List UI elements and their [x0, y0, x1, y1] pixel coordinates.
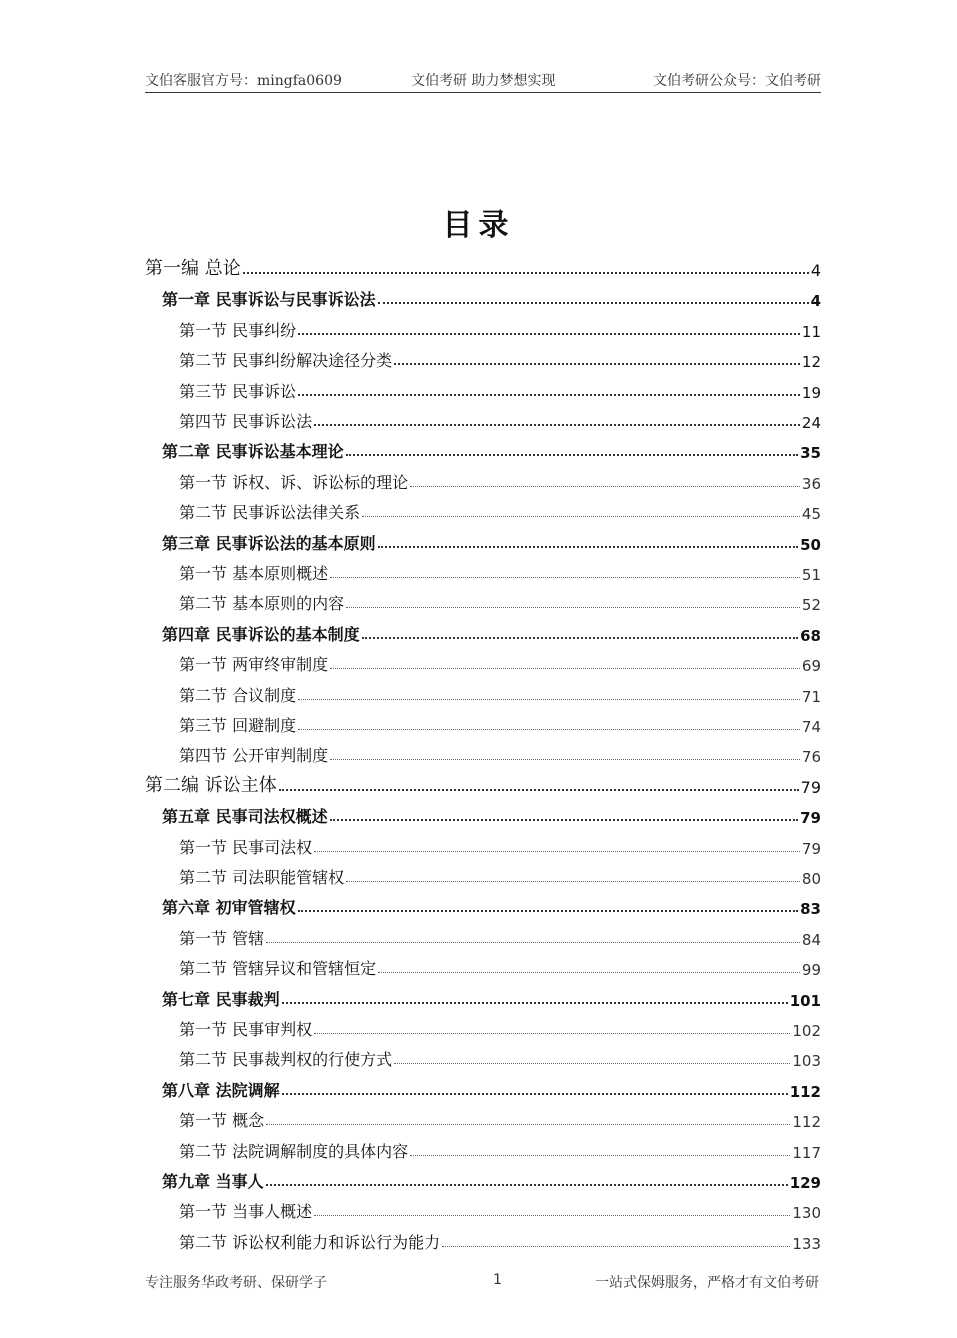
page-header: [145, 68, 821, 93]
toc-entry-level-3[interactable]: [179, 1101, 821, 1131]
toc-entry-level-2[interactable]: [162, 280, 821, 310]
toc-entry-level-3[interactable]: [179, 645, 821, 675]
toc-entry-title: 第一节 基本原则概述: [179, 564, 329, 583]
toc-entry-title: 第三节 回避制度: [179, 716, 297, 735]
toc-entry-page: 101: [789, 991, 821, 1010]
dot-leader: [266, 941, 800, 943]
toc-entry-title: 第一编 总论: [145, 258, 241, 279]
toc-entry-level-3[interactable]: [179, 341, 821, 371]
toc-entry-title: 第二节 管辖异议和管辖恒定: [179, 959, 377, 979]
toc-entry-title: 第二节 法院调解制度的具体内容: [179, 1141, 409, 1161]
toc-entry-page: 4: [810, 292, 821, 311]
dot-leader: [243, 271, 809, 274]
toc-entry-level-3[interactable]: [179, 463, 821, 493]
dot-leader: [346, 453, 799, 456]
toc-entry-page: 102: [792, 1022, 821, 1040]
dot-leader: [298, 909, 799, 912]
header-left-text: 文伯客服官方号：mingfa0609: [145, 73, 342, 89]
toc-entry-title: 第一节 两审终审制度: [179, 655, 329, 675]
toc-entry-level-2[interactable]: [162, 980, 821, 1010]
dot-leader: [410, 1154, 790, 1156]
dot-leader: [346, 606, 800, 608]
toc-entry-level-3[interactable]: [179, 402, 821, 432]
toc-entry-page: 112: [789, 1082, 821, 1101]
toc-entry-level-1[interactable]: [145, 767, 821, 797]
toc-entry-page: 68: [800, 626, 821, 645]
page-footer: [145, 1272, 821, 1294]
toc-entry-page: 103: [792, 1052, 821, 1071]
toc-entry-page: 79: [800, 809, 821, 828]
toc-entry-level-3[interactable]: [179, 919, 821, 949]
dot-leader: [330, 758, 800, 760]
toc-entry-page: 133: [792, 1234, 821, 1253]
toc-entry-title: 第一节 管辖: [179, 928, 265, 948]
header-center-text: 文伯考研 助力梦想实现: [411, 73, 556, 89]
toc-entry-title: 第二节 合议制度: [179, 685, 297, 705]
toc-entry-page: 112: [792, 1113, 821, 1132]
toc-entry-page: 79: [801, 839, 821, 858]
toc-entry-page: 11: [801, 322, 821, 341]
toc-entry-title: 第一节 民事审判权: [179, 1020, 313, 1039]
toc-entry-title: 第二节 民事裁判权的行使方式: [179, 1050, 393, 1070]
toc-entry-page: 19: [801, 383, 821, 402]
toc-entry-level-2[interactable]: [162, 615, 821, 645]
dot-leader: [314, 850, 800, 852]
toc-entry-title: 第二节 司法职能管辖权: [179, 868, 345, 887]
toc-entry-page: 117: [792, 1143, 821, 1162]
toc-entry-title: 第二节 民事诉讼法律关系: [179, 503, 361, 523]
dot-leader: [314, 1214, 790, 1216]
toc-entry-level-3[interactable]: [179, 372, 821, 402]
dot-leader: [266, 1123, 790, 1125]
dot-leader: [410, 485, 800, 487]
toc-entry-title: 第三章 民事诉讼法的基本原则: [162, 533, 376, 553]
dot-leader: [298, 393, 800, 396]
dot-leader: [282, 1001, 788, 1004]
footer-page-number: 1: [493, 1272, 502, 1288]
toc-entry-page: 50: [800, 535, 821, 554]
toc-entry-title: 第八章 法院调解: [162, 1080, 280, 1100]
dot-leader: [282, 1092, 788, 1095]
footer-right-text: 一站式保姆服务，严格才有文伯考研: [595, 1275, 819, 1291]
toc-entry-title: 第一节 当事人概述: [179, 1202, 313, 1222]
toc-entry-level-2[interactable]: [162, 1071, 821, 1101]
toc-entry-title: 第四节 民事诉讼法: [179, 412, 313, 431]
toc-entry-page: 45: [801, 505, 821, 524]
dot-leader: [442, 1245, 790, 1247]
dot-leader: [314, 423, 800, 426]
toc-entry-page: 80: [801, 870, 821, 888]
toc-entry-page: 74: [801, 718, 821, 736]
toc-entry-title: 第七章 民事裁判: [162, 989, 280, 1009]
toc-entry-level-3[interactable]: [179, 736, 821, 766]
toc-entry-title: 第二节 基本原则的内容: [179, 594, 345, 614]
toc-entry-level-3[interactable]: [179, 584, 821, 614]
toc-entry-page: 36: [801, 474, 821, 493]
toc-entry-title: 第九章 当事人: [162, 1172, 264, 1191]
toc-entry-level-2[interactable]: [162, 797, 821, 827]
dot-leader: [314, 1032, 790, 1034]
toc-entry-title: 第二编 诉讼主体: [145, 774, 277, 796]
dot-leader: [362, 515, 800, 517]
dot-leader: [330, 576, 800, 578]
toc-entry-level-3[interactable]: [179, 676, 821, 706]
dot-leader: [298, 728, 800, 730]
dot-leader: [330, 667, 800, 669]
toc-entry-level-3[interactable]: [179, 493, 821, 523]
dot-leader: [378, 971, 800, 973]
toc-entry-page: 4: [810, 261, 821, 280]
toc-entry-level-3[interactable]: [179, 858, 821, 888]
toc-entry-page: 76: [801, 748, 821, 767]
toc-entry-page: 84: [801, 930, 821, 949]
toc-entry-title: 第四章 民事诉讼的基本制度: [162, 624, 360, 644]
toc-entry-title: 第三节 民事诉讼: [179, 381, 297, 401]
toc-entry-level-3[interactable]: [179, 706, 821, 736]
toc-entry-level-3[interactable]: [179, 1192, 821, 1222]
dot-leader: [346, 880, 800, 882]
toc-entry-title: 第五章 民事司法权概述: [162, 807, 328, 827]
toc-entry-page: 99: [801, 961, 821, 980]
toc-entry-page: 130: [792, 1204, 821, 1223]
toc-entry-page: 83: [800, 900, 821, 919]
toc-entry-level-2[interactable]: [162, 432, 821, 462]
toc-entry-level-2[interactable]: [162, 524, 821, 554]
toc-entry-page: 35: [800, 444, 821, 463]
footer-left-text: 专注服务华政考研、保研学子: [145, 1275, 327, 1291]
toc-entry-level-3[interactable]: [179, 1223, 821, 1253]
toc-entry-level-3[interactable]: [179, 554, 821, 584]
toc-entry-level-3[interactable]: [179, 311, 821, 341]
toc-entry-title: 第一节 民事纠纷: [179, 320, 297, 340]
toc-entry-page: 12: [801, 353, 821, 372]
toc-entry-title: 第一节 民事司法权: [179, 837, 313, 857]
dot-leader: [362, 636, 799, 639]
toc-entry-title: 第一节 概念: [179, 1111, 265, 1131]
toc-entry-page: 52: [801, 596, 821, 615]
toc-entry-page: 51: [801, 566, 821, 584]
dot-leader: [330, 818, 799, 821]
header-right-text: 文伯考研公众号：文伯考研: [653, 73, 821, 89]
toc-entry-page: 24: [801, 414, 821, 432]
toc-entry-level-1[interactable]: [145, 250, 821, 280]
toc-entry-level-3[interactable]: [179, 1040, 821, 1070]
dot-leader: [279, 788, 799, 791]
toc-entry-title: 第六章 初审管辖权: [162, 898, 296, 918]
dot-leader: [378, 545, 799, 548]
toc-entry-title: 第二节 诉讼权利能力和诉讼行为能力: [179, 1232, 441, 1252]
dot-leader: [394, 362, 800, 365]
toc-entry-level-3[interactable]: [179, 949, 821, 979]
toc-entry-level-2[interactable]: [162, 888, 821, 918]
toc-entry-level-3[interactable]: [179, 1132, 821, 1162]
dot-leader: [378, 301, 809, 304]
toc-entry-page: 71: [801, 687, 821, 706]
toc-entry-level-3[interactable]: [179, 1010, 821, 1040]
toc-entry-level-3[interactable]: [179, 828, 821, 858]
dot-leader: [298, 332, 800, 335]
toc-entry-title: 第二章 民事诉讼基本理论: [162, 442, 344, 462]
dot-leader: [298, 698, 800, 700]
page-title: 目录: [442, 208, 515, 243]
toc-entry-page: 69: [801, 657, 821, 676]
dot-leader: [394, 1062, 790, 1064]
dot-leader: [266, 1183, 788, 1186]
toc-entry-title: 第四节 公开审判制度: [179, 746, 329, 766]
toc-entry-level-2[interactable]: [162, 1162, 821, 1192]
toc-entry-title: 第一节 诉权、诉、诉讼标的理论: [179, 472, 409, 492]
toc-entry-title: 第二节 民事纠纷解决途径分类: [179, 351, 393, 371]
toc-entry-page: 79: [800, 777, 821, 797]
toc-entry-page: 129: [789, 1174, 821, 1192]
toc-entry-title: 第一章 民事诉讼与民事诉讼法: [162, 290, 376, 310]
